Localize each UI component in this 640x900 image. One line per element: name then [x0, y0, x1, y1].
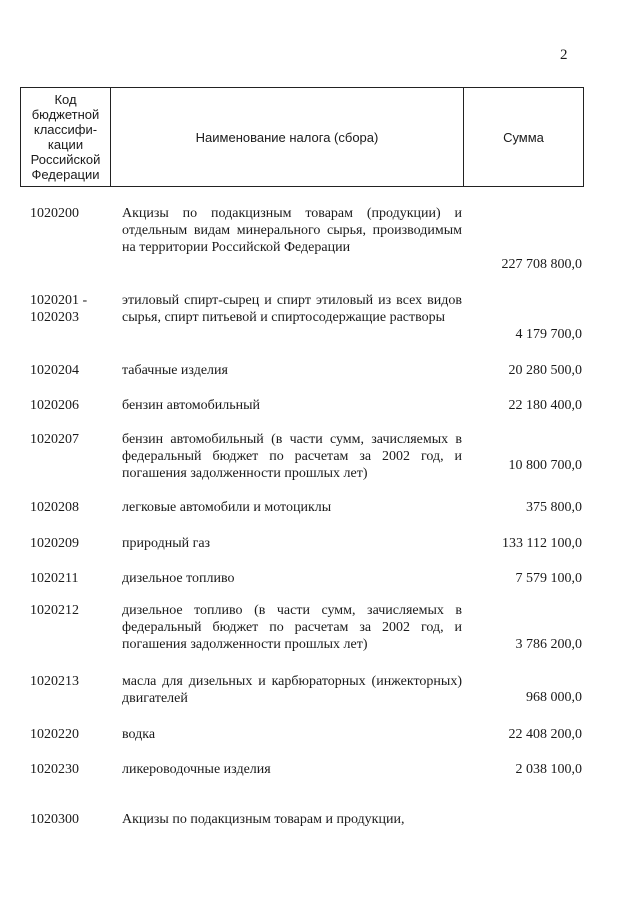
table-header — [20, 87, 584, 187]
tax-name: бензин автомобильный (в части сумм, зачисляемых в федеральный бюджет по расчетам за 2002 год, и погашения задолженности прошлых лет) — [122, 432, 462, 481]
budget-code: 1020209 — [30, 536, 79, 551]
tax-name: водка — [122, 727, 156, 742]
tax-sum: 3 786 200,0 — [515, 637, 582, 652]
tax-sum: 968 000,0 — [526, 690, 582, 705]
tax-name: дизельное топливо (в части сумм, зачисляемых в федеральный бюджет по расчетам за 2002 год, и погашения задолженности прошлых лет) — [122, 603, 462, 652]
budget-code: 1020230 — [30, 762, 79, 777]
tax-sum: 133 112 100,0 — [502, 536, 582, 551]
budget-code: 1020207 — [30, 432, 79, 447]
tax-name: бензин автомобильный — [122, 398, 261, 413]
tax-name: этиловый спирт-сырец и спирт этиловый из всех видов сырья, спирт питьевой и спиртосодержащие растворы — [122, 293, 462, 325]
budget-code: 1020220 — [30, 727, 79, 742]
tax-sum: 22 180 400,0 — [508, 398, 582, 413]
tax-sum: 10 800 700,0 — [508, 458, 582, 473]
tax-name: легковые автомобили и мотоциклы — [122, 500, 332, 515]
tax-name: табачные изделия — [122, 363, 228, 378]
tax-sum: 7 579 100,0 — [515, 571, 582, 586]
page-number: 2 — [560, 47, 568, 63]
budget-code: 1020200 — [30, 206, 79, 221]
tax-sum: 375 800,0 — [526, 500, 582, 515]
tax-name: Акцизы по подакцизным товарам (продукции) и отдельным видам минерального сырья, производимым на территории Российской Федерации — [122, 206, 462, 255]
tax-sum: 22 408 200,0 — [508, 727, 582, 742]
budget-code: 1020204 — [30, 363, 79, 378]
tax-name: масла для дизельных и карбюраторных (инжекторных) двигателей — [122, 674, 462, 706]
budget-code: 1020213 — [30, 674, 79, 689]
tax-sum: 227 708 800,0 — [501, 257, 582, 272]
budget-code: 1020201 - 1020203 — [30, 293, 88, 325]
tax-name: Акцизы по подакцизным товарам и продукции, — [122, 812, 405, 827]
budget-code: 1020212 — [30, 603, 79, 618]
budget-code: 1020206 — [30, 398, 79, 413]
header-code: Код бюджетной классифи-кации Российской Федерации — [21, 88, 111, 186]
budget-code: 1020211 — [30, 571, 79, 586]
tax-sum: 2 038 100,0 — [515, 762, 582, 777]
tax-name: ликероводочные изделия — [122, 762, 271, 777]
header-name: Наименование налога (сбора) — [111, 88, 464, 186]
tax-sum: 20 280 500,0 — [508, 363, 582, 378]
budget-code: 1020300 — [30, 812, 79, 827]
tax-name: природный газ — [122, 536, 211, 551]
budget-code: 1020208 — [30, 500, 79, 515]
tax-sum: 4 179 700,0 — [515, 327, 582, 342]
header-sum: Сумма — [503, 129, 544, 145]
tax-name: дизельное топливо — [122, 571, 235, 586]
